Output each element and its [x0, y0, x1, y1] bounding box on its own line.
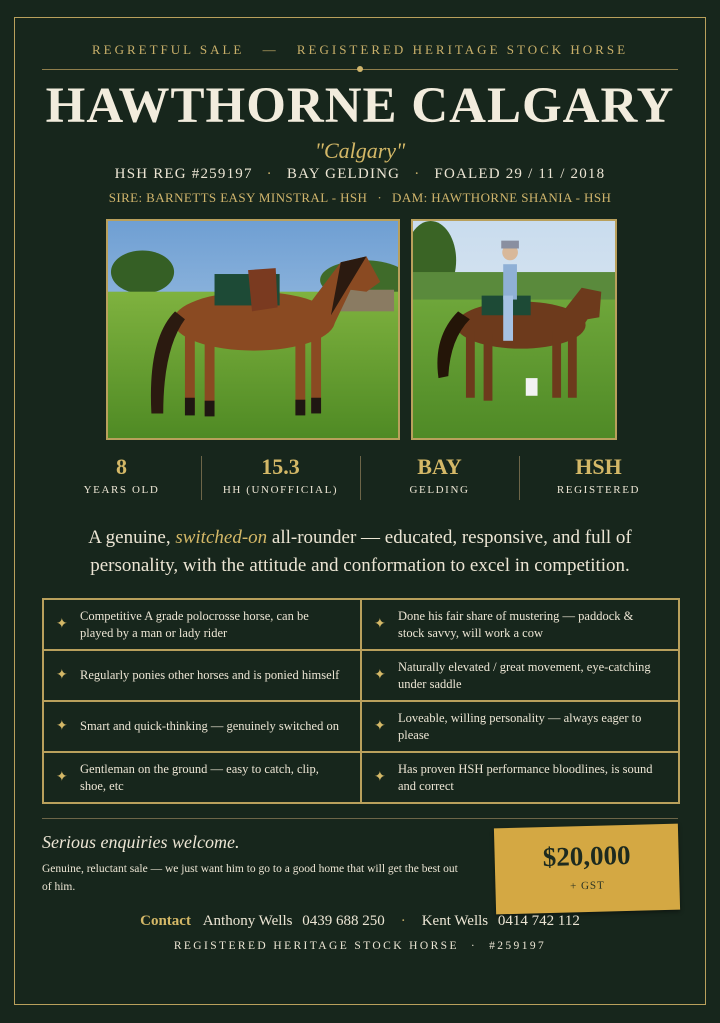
feature-text: Regularly ponies other horses and is ponied himself: [80, 668, 340, 682]
contact-phone-link[interactable]: 0414 742 112: [497, 913, 580, 929]
stat-colour: [360, 452, 519, 506]
stat-registration: [519, 452, 678, 506]
horse-photo-ridden: [411, 219, 617, 440]
price-gst: + GST: [569, 879, 605, 893]
enquiry-heading: Serious enquiries welcome.: [42, 832, 240, 852]
sparkle-icon: ✦: [374, 719, 386, 734]
kicker-dash: —: [262, 42, 279, 57]
stat-value: HSH: [575, 454, 622, 479]
feature-item: [361, 701, 679, 752]
sparkle-icon: ✦: [56, 617, 68, 632]
foaled-date: FOALED 29 / 11 / 2018: [434, 166, 606, 182]
feature-item: [361, 752, 679, 803]
separator: ·: [414, 166, 421, 182]
contact-phone-link[interactable]: 0439 688 250: [302, 913, 385, 929]
stat-label: REGISTERED: [556, 484, 641, 496]
separator: ·: [266, 166, 273, 182]
tagline: [60, 524, 660, 580]
feature-text: Competitive A grade polocrosse horse, can be played by a man or lady rider: [80, 608, 309, 640]
sparkle-icon: ✦: [374, 770, 386, 785]
stat-value: 15.3: [261, 454, 300, 479]
stat-value: BAY: [417, 454, 462, 479]
sparkle-icon: ✦: [56, 719, 68, 734]
stat-value: 8: [116, 454, 127, 479]
feature-text: Naturally elevated / great movement, eye-catching under saddle: [398, 659, 651, 691]
contact-name: Kent Wells: [421, 913, 489, 929]
sparkle-icon: ✦: [374, 617, 386, 632]
price-amount: $20,000: [542, 839, 631, 873]
tagline-end: all-rounder — educated, responsive, and full of personality, with the attitude and conformation to excel in competition.: [90, 527, 632, 576]
stat-label: HH (UNOFFICIAL): [222, 484, 339, 496]
footer-breed: REGISTERED HERITAGE STOCK HORSE: [173, 940, 459, 952]
price-tag: [494, 824, 680, 915]
contact-label: Contact: [140, 913, 191, 929]
contact-line: [0, 913, 720, 930]
feature-item: [361, 599, 679, 650]
kicker: [0, 42, 720, 58]
feature-text: Gentleman on the ground — easy to catch, clip, shoe, etc: [80, 761, 319, 793]
tagline-start: A genuine,: [88, 527, 176, 548]
pedigree-line: [0, 190, 720, 206]
features-grid: [42, 598, 680, 804]
sparkle-icon: ✦: [56, 770, 68, 785]
feature-item: [43, 650, 361, 701]
sire: SIRE: BARNETTS EASY MINSTRAL - HSH: [108, 190, 368, 205]
stat-label: YEARS OLD: [83, 484, 160, 496]
nickname: "Calgary": [314, 138, 406, 163]
kicker-sale: REGRETFUL SALE: [91, 42, 245, 57]
feature-text: Done his fair share of mustering — paddock & stock savvy, will work a cow: [398, 608, 634, 640]
reg-number: HSH REG #259197: [114, 166, 253, 182]
sparkle-icon: ✦: [56, 668, 68, 683]
feature-text: Loveable, willing personality — always eager to please: [398, 710, 642, 742]
horse-name: HAWTHORNE CALGARY: [45, 78, 675, 134]
enquiry-text: Genuine, reluctant sale — we just want him to go to a good home that will get the best out of him.: [42, 863, 458, 893]
contact-name: Anthony Wells: [202, 913, 293, 929]
stat-height: [201, 452, 360, 506]
stat-label: GELDING: [409, 484, 470, 496]
stats-row: [42, 452, 678, 506]
feature-text: Has proven HSH performance bloodlines, is sound and correct: [398, 761, 653, 793]
header-dot: [357, 66, 363, 72]
feature-item: [361, 650, 679, 701]
registration-line: [0, 166, 720, 183]
separator: ·: [377, 190, 383, 205]
stat-age: [42, 452, 201, 506]
horse-photo-standing: [106, 219, 400, 440]
separator: ·: [400, 913, 406, 929]
sparkle-icon: ✦: [374, 668, 386, 683]
tagline-highlight: switched-on: [175, 527, 268, 548]
footer-reg: #259197: [489, 940, 547, 952]
kicker-breed: REGISTERED HERITAGE STOCK HORSE: [296, 42, 629, 57]
footer: [0, 940, 720, 952]
feature-item: [43, 701, 361, 752]
section-divider: [42, 818, 678, 819]
feature-item: [43, 599, 361, 650]
dam: DAM: HAWTHORNE SHANIA - HSH: [392, 190, 612, 205]
feature-item: [43, 752, 361, 803]
feature-text: Smart and quick-thinking — genuinely switched on: [80, 719, 339, 733]
separator: ·: [470, 940, 478, 952]
sex: BAY GELDING: [286, 166, 401, 182]
